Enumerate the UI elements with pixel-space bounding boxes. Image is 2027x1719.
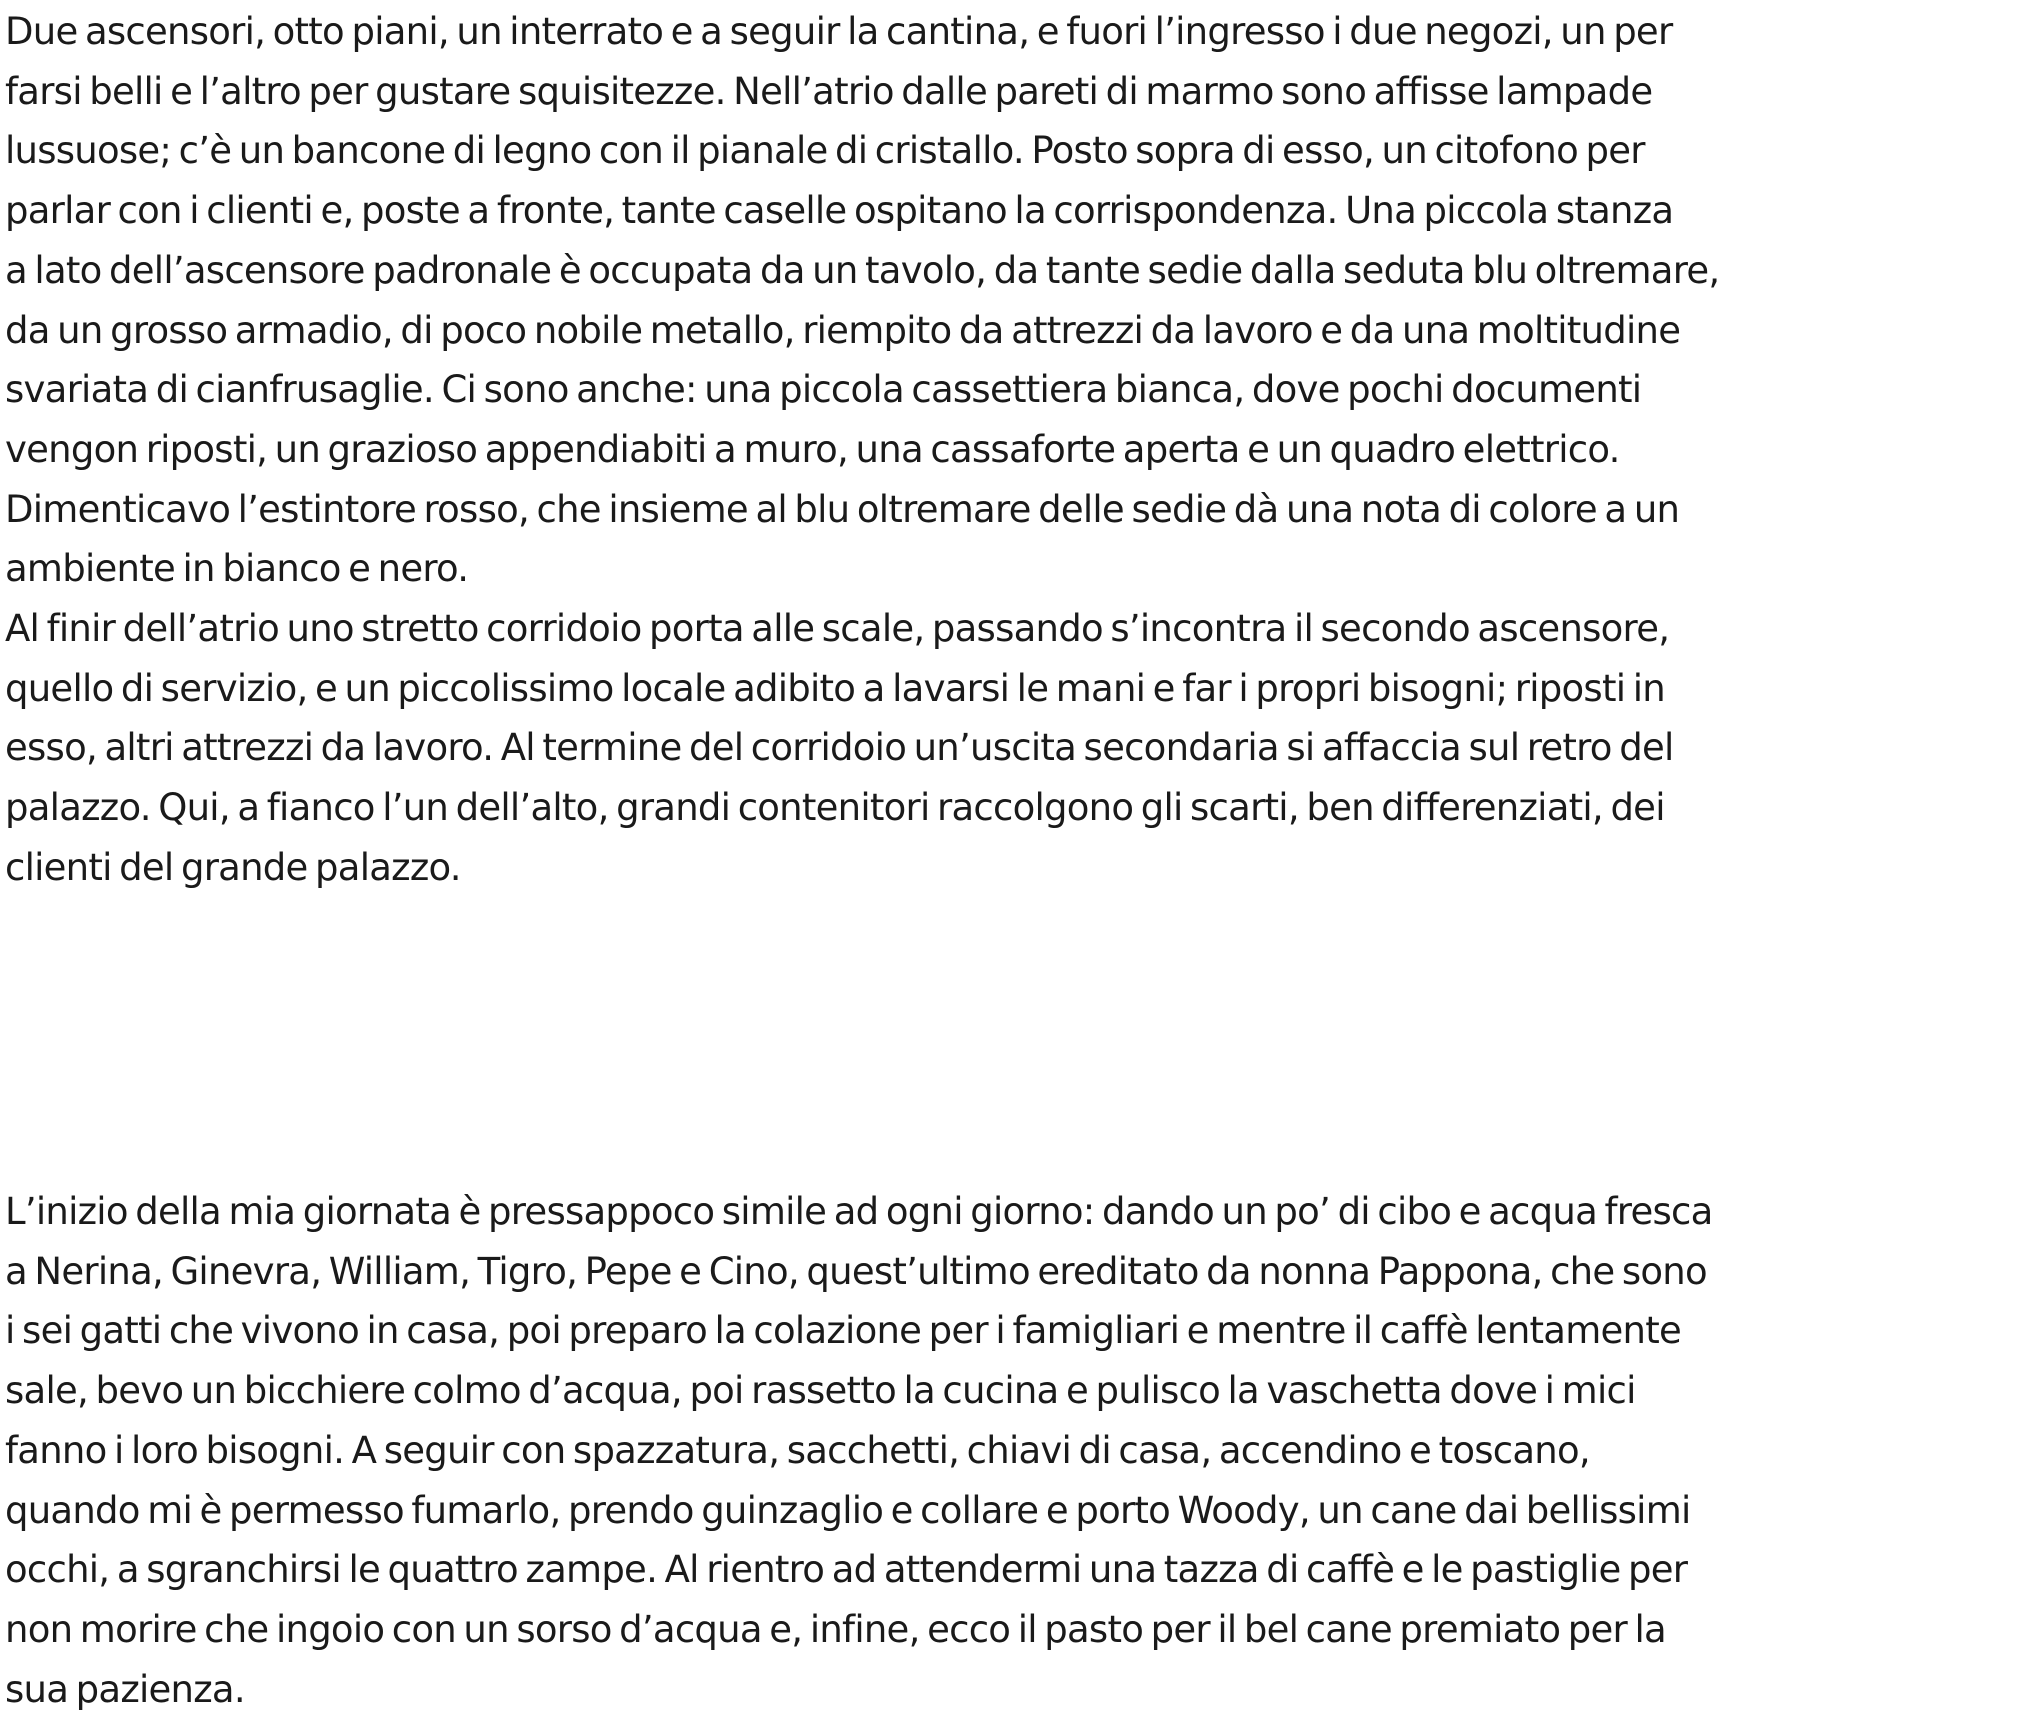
paragraph-daily-routine <box>5 1182 2022 1719</box>
text-line: Al finir dell’atrio uno stretto corridoio porta alle scale, passando s’incontra il secondo ascensore, <box>5 607 1670 651</box>
text-line: a Nerina, Ginevra, William, Tigro, Pepe e Cino, quest’ultimo ereditato da nonna Pappona, che sono <box>5 1249 1707 1293</box>
text-line: i sei gatti che vivono in casa, poi preparo la colazione per i famigliari e mentre il caffè lentamente <box>5 1309 1682 1353</box>
text-line: svariata di cianfrusaglie. Ci sono anche: una piccola cassettiera bianca, dove pochi documenti <box>5 368 1642 412</box>
text-line: sua pazienza. <box>5 1667 245 1711</box>
text-line: lussuose; c’è un bancone di legno con il pianale di cristallo. Posto sopra di esso, un citofono per <box>5 129 1645 173</box>
text-line: occhi, a sgranchirsi le quattro zampe. Al rientro ad attendermi una tazza di caffè e le pastiglie per <box>5 1548 1688 1592</box>
text-line: Dimenticavo l’estintore rosso, che insieme al blu oltremare delle sedie dà una nota di colore a un <box>5 487 1680 531</box>
text-line: da un grosso armadio, di poco nobile metallo, riempito da attrezzi da lavoro e da una moltitudine <box>5 308 1681 352</box>
text-line: Due ascensori, otto piani, un interrato e a seguir la cantina, e fuori l’ingresso i due negozi, un per <box>5 10 1673 53</box>
text-line: farsi belli e l’altro per gustare squisitezze. Nell’atrio dalle pareti di marmo sono affisse lampade <box>5 69 1653 113</box>
text-line: L’inizio della mia giornata è pressappoco simile ad ogni giorno: dando un po’ di cibo e acqua fresca <box>5 1190 1713 1233</box>
text-line: clienti del grande palazzo. <box>5 845 461 889</box>
text-line: quello di servizio, e un piccolissimo locale adibito a lavarsi le mani e far i propri bisogni; riposti in <box>5 666 1665 710</box>
text-line: quando mi è permesso fumarlo, prendo guinzaglio e collare e porto Woody, un cane dai bellissimi <box>5 1488 1691 1532</box>
text-line: parlar con i clienti e, poste a fronte, tante caselle ospitano la corrispondenza. Una piccola stanza <box>5 189 1674 233</box>
text-line: ambiente in bianco e nero. <box>5 547 469 591</box>
text-line: vengon riposti, un grazioso appendiabiti a muro, una cassaforte aperta e un quadro elettrico. <box>5 427 1620 471</box>
text-line: palazzo. Qui, a fianco l’un dell’alto, grandi contenitori raccolgono gli scarti, ben differenziati, dei <box>5 786 1665 830</box>
paragraph-atrium-description <box>5 2 2022 898</box>
text-line: non morire che ingoio con un sorso d’acqua e, infine, ecco il pasto per il bel cane premiato per la <box>5 1607 1666 1651</box>
text-line: a lato dell’ascensore padronale è occupata da un tavolo, da tante sedie dalla seduta blu oltremare, <box>5 248 1720 292</box>
text-line: sale, bevo un bicchiere colmo d’acqua, poi rassetto la cucina e pulisco la vaschetta dove i mici <box>5 1369 1636 1413</box>
text-line: fanno i loro bisogni. A seguir con spazzatura, sacchetti, chiavi di casa, accendino e toscano, <box>5 1428 1590 1472</box>
text-line: esso, altri attrezzi da lavoro. Al termine del corridoio un’uscita secondaria si affaccia sul retro del <box>5 726 1674 770</box>
